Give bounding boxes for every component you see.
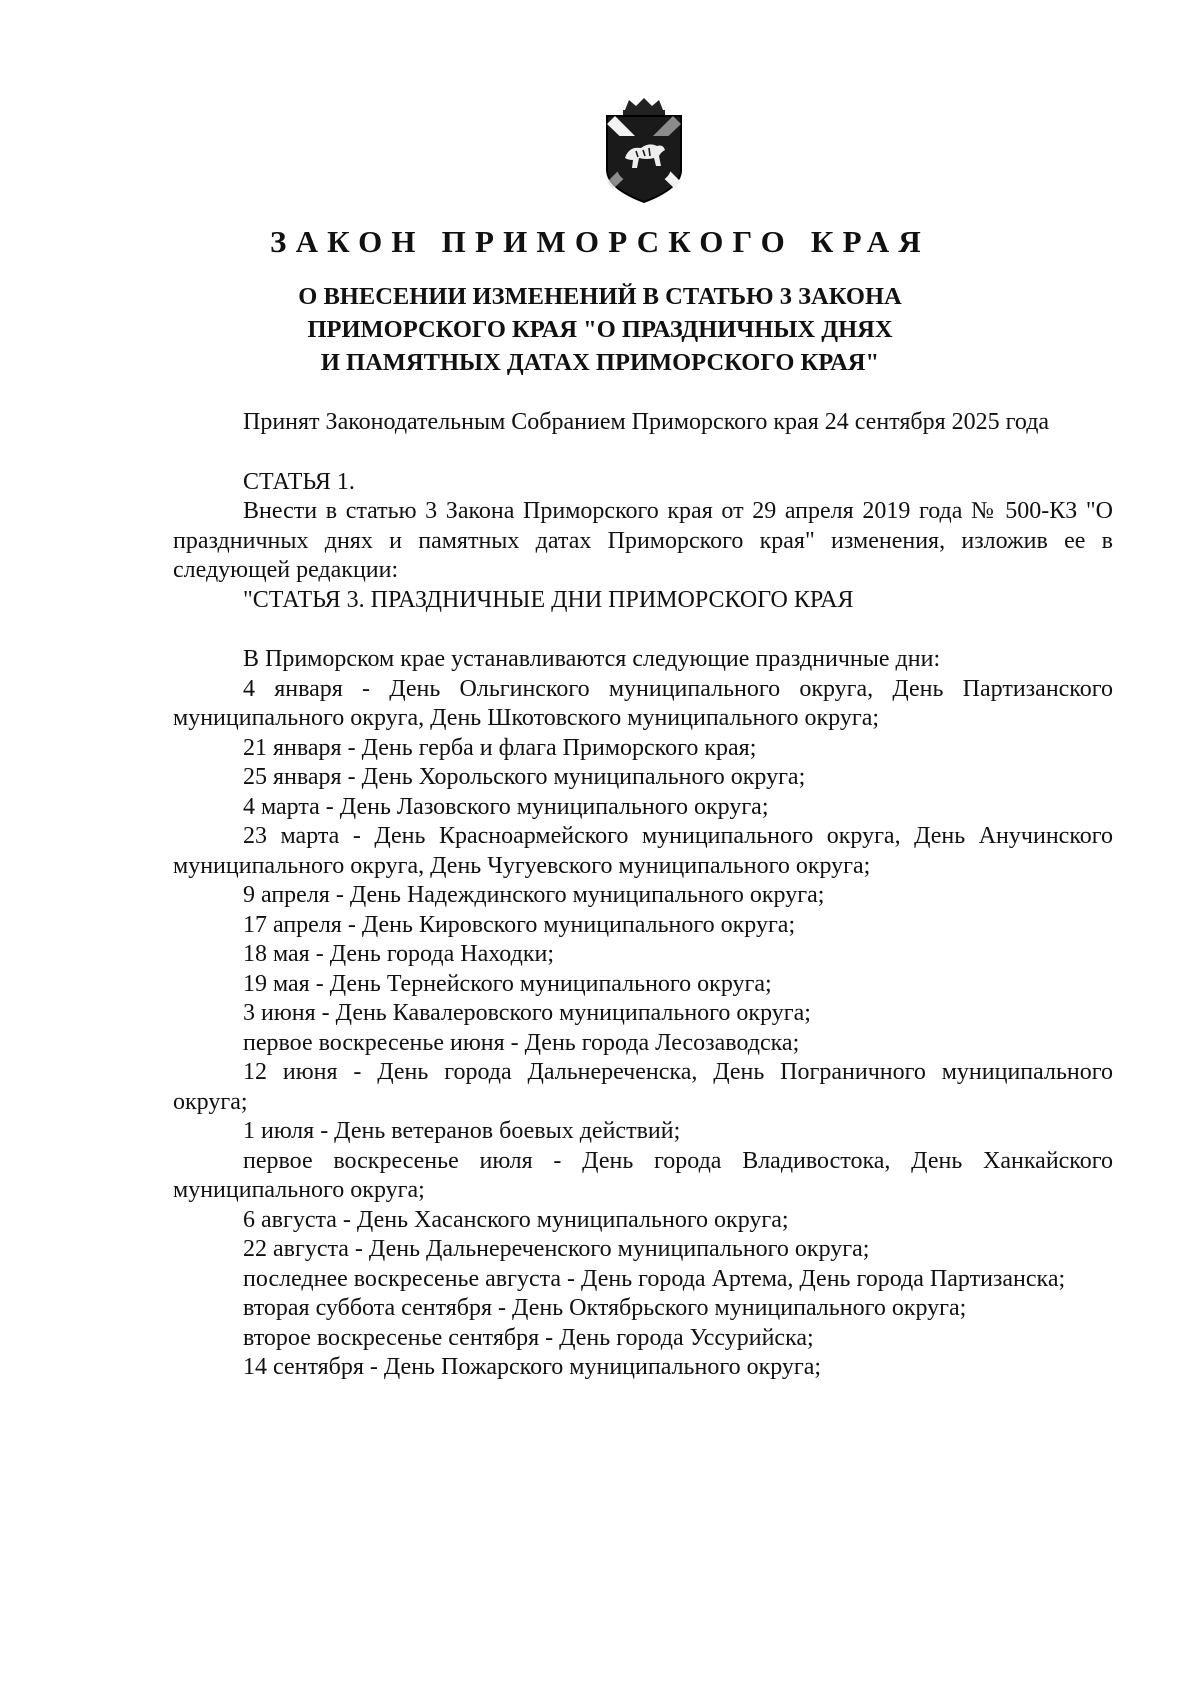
article-1-text: Внести в статью 3 Закона Приморского края от 29 апреля 2019 года № 500-КЗ "О праздничных днях и памятных датах Приморского края" изменения, изложив ее в следующей редакции: bbox=[173, 498, 1113, 583]
holiday-item: второе воскресенье сентября - День города Уссурийска; bbox=[243, 1324, 814, 1351]
holiday-item: последнее воскресенье августа - День города Артема, День города Партизанска; bbox=[243, 1265, 1066, 1292]
coat-of-arms-icon bbox=[603, 96, 685, 204]
subtitle-line: О ВНЕСЕНИИ ИЗМЕНЕНИЙ В СТАТЬЮ 3 ЗАКОНА bbox=[298, 283, 902, 310]
law-subtitle bbox=[0, 280, 1200, 379]
holidays-intro: В Приморском крае устанавливаются следующие праздничные дни: bbox=[243, 646, 941, 672]
subtitle-line: ПРИМОРСКОГО КРАЯ "О ПРАЗДНИЧНЫХ ДНЯХ bbox=[307, 316, 893, 343]
holiday-item: 14 сентября - День Пожарского муниципального округа; bbox=[243, 1354, 822, 1380]
document-body bbox=[173, 408, 1113, 1383]
holiday-item: 9 апреля - День Надеждинского муниципального округа; bbox=[243, 882, 825, 908]
article-1-heading: СТАТЬЯ 1. bbox=[243, 468, 355, 495]
holiday-item: 18 мая - День города Находки; bbox=[243, 941, 554, 967]
holiday-item: 6 августа - День Хасанского муниципального округа; bbox=[243, 1206, 789, 1233]
holiday-item: 1 июля - День ветеранов боевых действий; bbox=[243, 1118, 681, 1144]
holiday-item: 4 марта - День Лазовского муниципального округа; bbox=[243, 793, 769, 820]
subtitle-line: И ПАМЯТНЫХ ДАТАХ ПРИМОРСКОГО КРАЯ" bbox=[320, 349, 880, 376]
holiday-item: 25 января - День Хорольского муниципального округа; bbox=[243, 764, 806, 790]
holiday-item: 3 июня - День Кавалеровского муниципального округа; bbox=[243, 1000, 811, 1026]
holiday-item: 19 мая - День Тернейского муниципального округа; bbox=[243, 970, 772, 997]
holiday-item: 21 января - День герба и флага Приморского края; bbox=[243, 734, 757, 761]
holiday-item: 23 марта - День Красноармейского муниципального округа, День Анучинского муниципального округа, День Чугуевского муниципального округа; bbox=[173, 823, 1113, 879]
holiday-item: вторая суббота сентября - День Октябрьского муниципального округа; bbox=[243, 1295, 967, 1321]
law-title: ЗАКОН ПРИМОРСКОГО КРАЯ bbox=[270, 224, 930, 259]
holiday-item: 12 июня - День города Дальнереченска, День Пограничного муниципального округа; bbox=[173, 1059, 1113, 1115]
adoption-note: Принят Законодательным Собранием Приморского края 24 сентября 2025 года bbox=[243, 409, 1050, 435]
holiday-item: 17 апреля - День Кировского муниципального округа; bbox=[243, 911, 796, 938]
holiday-item: 22 августа - День Дальнереченского муниципального округа; bbox=[243, 1236, 870, 1262]
holiday-item: первое воскресенье июля - День города Владивостока, День Ханкайского муниципального округа; bbox=[173, 1147, 1113, 1203]
holiday-item: 4 января - День Ольгинского муниципального округа, День Партизанского муниципального округа, День Шкотовского муниципального округа; bbox=[173, 675, 1113, 731]
article-3-heading: "СТАТЬЯ 3. ПРАЗДНИЧНЫЕ ДНИ ПРИМОРСКОГО КРАЯ bbox=[243, 586, 854, 613]
holiday-item: первое воскресенье июня - День города Лесозаводска; bbox=[243, 1029, 800, 1056]
